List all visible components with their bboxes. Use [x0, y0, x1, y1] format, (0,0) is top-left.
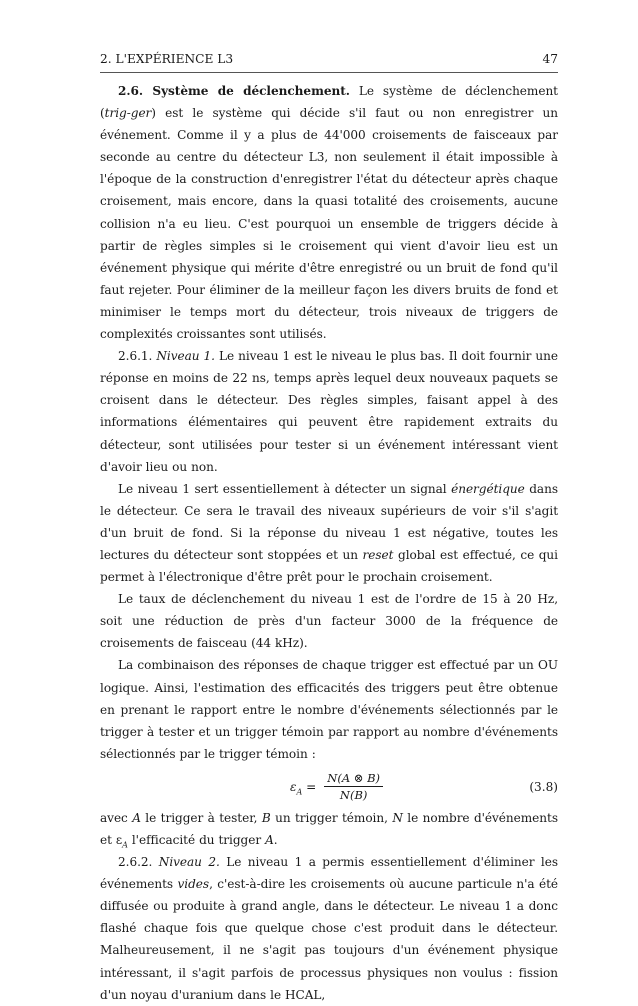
after-equation-paragraph [100, 807, 558, 851]
section-intro-text-1: Le système de déclenchement ( [100, 84, 558, 121]
level1-paragraph-4 [100, 654, 558, 764]
level1-text-3: Le taux de déclenchement du niveau 1 est de l'ordre de 15 à 20 Hz, soit une réduction de près d'un facteur 3000 de la fréquence de croisements de faisceau (44 kHz). [100, 592, 558, 651]
efficiency-equation [100, 767, 558, 807]
document-page [100, 50, 558, 1006]
equation-denominator: N(B) [339, 788, 368, 803]
ae-t4: le nombre d'événements et ε [100, 810, 558, 847]
equals-sign: = [306, 779, 317, 794]
level1-paragraph-2 [100, 478, 558, 588]
level2-text-1b: , c'est-à-dire les croisements où aucune particule n'a été diffusée ou produite à grand angle, dans le détecteur. Le niveau 1 a donc flashé chaque fois que quelque chose c'est produit dans le détecteur. Malheureusement, il ne s'agit pas toujours d'un événement physique intéressant, il s'agit parfois de processus physiques non voulus : fission d'un noyau d'uranium dans le HCAL, [100, 877, 559, 1002]
var-a: A [132, 810, 141, 825]
var-n: N [392, 810, 403, 825]
level2-paragraph-1 [100, 851, 558, 1006]
equation-body [290, 767, 383, 807]
level1-paragraph-3 [100, 588, 558, 654]
level2-number: 2.6.2. [118, 855, 153, 870]
reset-term: reset [362, 547, 394, 562]
ae-t6: . [273, 833, 278, 847]
section-title: Système de déclenchement. [152, 84, 350, 98]
level1-text-2b: dans le détecteur. Ce sera le travail des niveaux supérieurs de voir s'il s'agit d'un bruit de fond. Si la réponse du niveau 1 est négative, toutes les lectures du détecteur sont stoppées et un [100, 481, 558, 562]
ae-t2: le trigger à tester, [140, 810, 262, 825]
section-intro-text-2: ) est le système qui décide s'il faut ou non enregistrer un événement. Comme il y a plus de 44'000 croisements de faisceaux par seconde au centre du détecteur L3, non seulement il était impossible à l'époque de la construction d'enregistrer l'état du détecteur après chaque croisement, mais encore, dans la quasi totalité des croisements, aucune collision n'a eu lieu. C'est pourquoi un ensemble de triggers décide à partir de règles simples si le croisement qui vient d'avoir lieu est un événement physique qui mérite d'être enregistré ou un bruit de fond qu'il faut rejeter. Pour éliminer de la meilleur façon les divers bruits de fond et minimiser le temps mort du détecteur, trois niveaux de triggers de complexités croissantes sont utilisés. [100, 106, 558, 342]
level1-text-4: La combinaison des réponses de chaque trigger est effectué par un OU logique. Ainsi, l'estimation des efficacités des triggers peut être obtenue en prenant le rapport entre le nombre d'événements sélectionnés par le trigger à tester et un trigger témoin par rapport au nombre d'événements sélectionnés par le trigger témoin : [100, 658, 558, 761]
equation-fraction [324, 770, 383, 803]
epsilon-symbol: ε [290, 779, 297, 794]
level1-number: 2.6.1. [118, 349, 153, 364]
section-number: 2.6. [118, 84, 144, 98]
equation-numerator: N(A ⊗ B) [324, 770, 383, 787]
epsilon-subscript: A [296, 787, 303, 797]
level1-paragraph-1 [100, 345, 558, 478]
energetique-term: énergétique [451, 481, 525, 496]
ae-t1: avec [100, 810, 133, 825]
equation-number: (3.8) [529, 779, 558, 794]
var-sub-a: A [122, 840, 128, 850]
equation-lhs [290, 776, 316, 798]
ae-t3: un trigger témoin, [270, 810, 393, 825]
level1-text-2a: Le niveau 1 sert essentiellement à détecter un signal [118, 481, 452, 496]
level2-text-1a: Le niveau 1 a permis essentiellement d'éliminer les événements [100, 855, 558, 892]
vides-term: vides [177, 877, 210, 892]
level2-title: Niveau 2. [158, 855, 220, 870]
var-b: B [261, 810, 271, 825]
running-header [100, 50, 558, 73]
section-intro-paragraph [100, 80, 558, 345]
ae-t5: l'efficacité du trigger [127, 833, 266, 847]
level1-text-2c: global est effectué, ce qui permet à l'électronique d'être prêt pour le prochain croisement. [100, 547, 558, 585]
trigger-term: trig-ger [104, 106, 152, 121]
var-a2: A [265, 833, 274, 847]
chapter-title: 2. L'EXPÉRIENCE L3 [100, 52, 234, 66]
level1-text-1: Le niveau 1 est le niveau le plus bas. Il doit fournir une réponse en moins de 22 ns, temps après lequel deux nouveaux paquets se croisent dans le détecteur. Des règles simples, faisant appel à des informations élémentaires qui peuvent être rapidement extraits du détecteur, sont utilisées pour tester si un événement intéressant vient d'avoir lieu ou non. [100, 349, 558, 474]
level1-title: Niveau 1. [156, 349, 215, 364]
section-heading [118, 84, 350, 98]
page-number: 47 [542, 52, 558, 66]
